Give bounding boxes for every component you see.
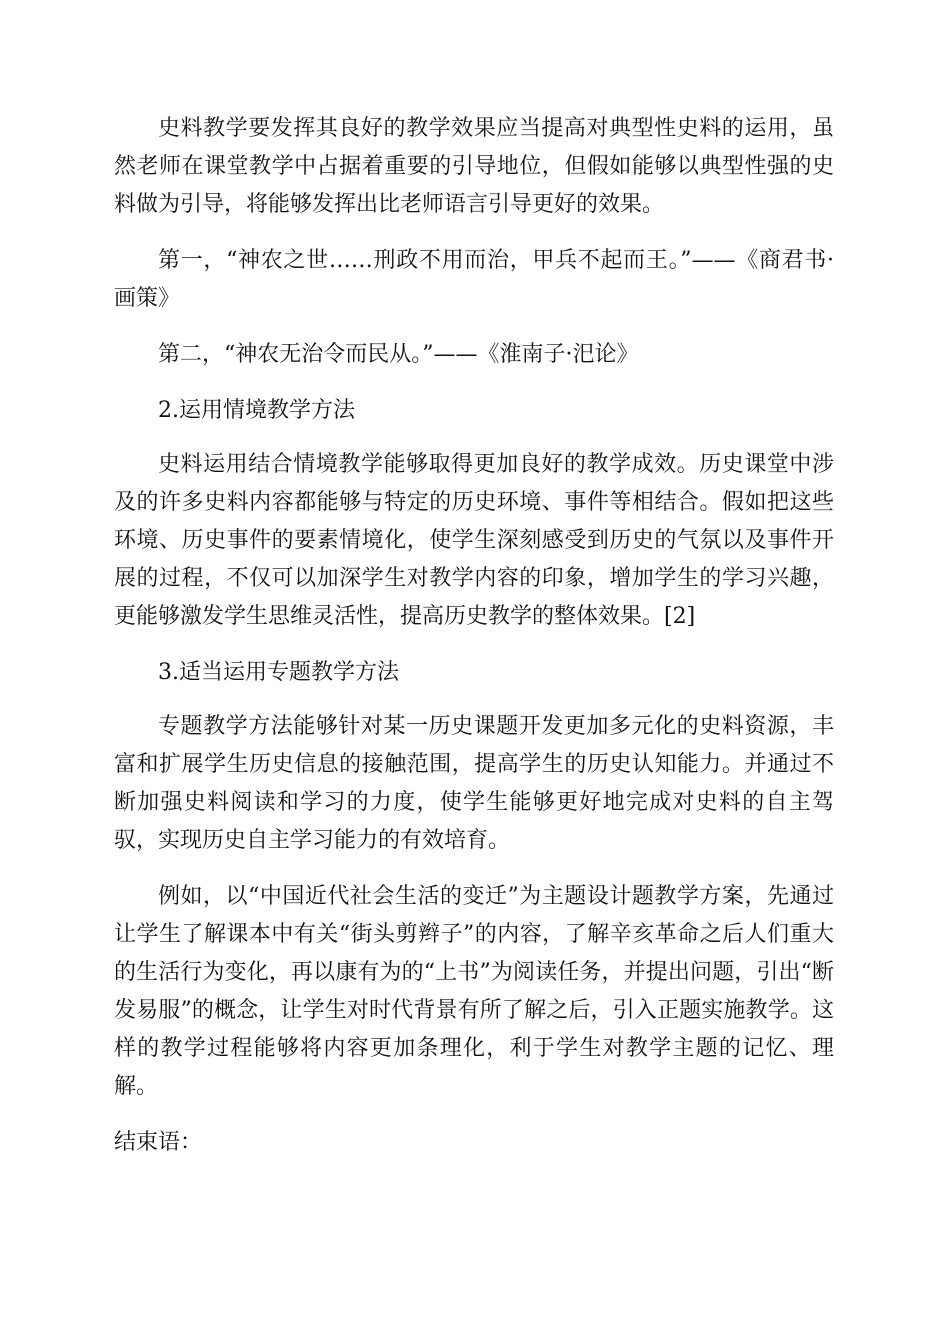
document-page — [114, 110, 834, 1180]
section-heading-thematic: 3.适当运用专题教学方法 — [158, 660, 399, 685]
paragraph-thematic-teaching: 专题教学方法能够针对某一历史课题开发更加多元化的史料资源，丰富和扩展学生历史信息的接触范围，提高学生的历史认知能力。并通过不断加强史料阅读和学习的力度，使学生能够更好地完成对史料的自主驾驭，实现历史自主学习能力的有效培育。 — [114, 714, 834, 853]
paragraph-example: 例如，以“中国近代社会生活的变迁”为主题设计题教学方案，先通过让学生了解课本中有关“街头剪辫子”的内容，了解辛亥革命之后人们重大的生活行为变化，再以康有为的“上书”为阅读任务，并提出问题，引出“断发易服”的概念，让学生对时代背景有所了解之后，引入正题实施教学。这样的教学过程能够将内容更加条理化，利于学生对教学主题的记忆、理解。 — [114, 884, 834, 1099]
quote-huainanzi: 第二，“神农无治令而民从。”——《淮南子·汜论》 — [158, 342, 639, 367]
paragraph-typical-sources: 史料教学要发挥其良好的教学效果应当提高对典型性史料的运用，虽然老师在课堂教学中占据着重要的引导地位，但假如能够以典型性强的史料做为引导，将能够发挥出比老师语言引导更好的效果。 — [114, 116, 834, 217]
quote-shangjunshu: 第一，“神农之世……刑政不用而治，甲兵不起而王。”——《商君书·画策》 — [114, 248, 834, 311]
conclusion-heading: 结束语： — [114, 1130, 203, 1155]
section-heading-situational: 2.运用情境教学方法 — [158, 398, 355, 423]
paragraph-situational-teaching: 史料运用结合情境教学能够取得更加良好的教学成效。历史课堂中涉及的许多史料内容都能够与特定的历史环境、事件等相结合。假如把这些环境、历史事件的要素情境化，使学生深刻感受到历史的气氛以及事件开展的过程，不仅可以加深学生对教学内容的印象，增加学生的学习兴趣，更能够激发学生思维灵活性，提高历史教学的整体效果。[2] — [114, 452, 834, 629]
